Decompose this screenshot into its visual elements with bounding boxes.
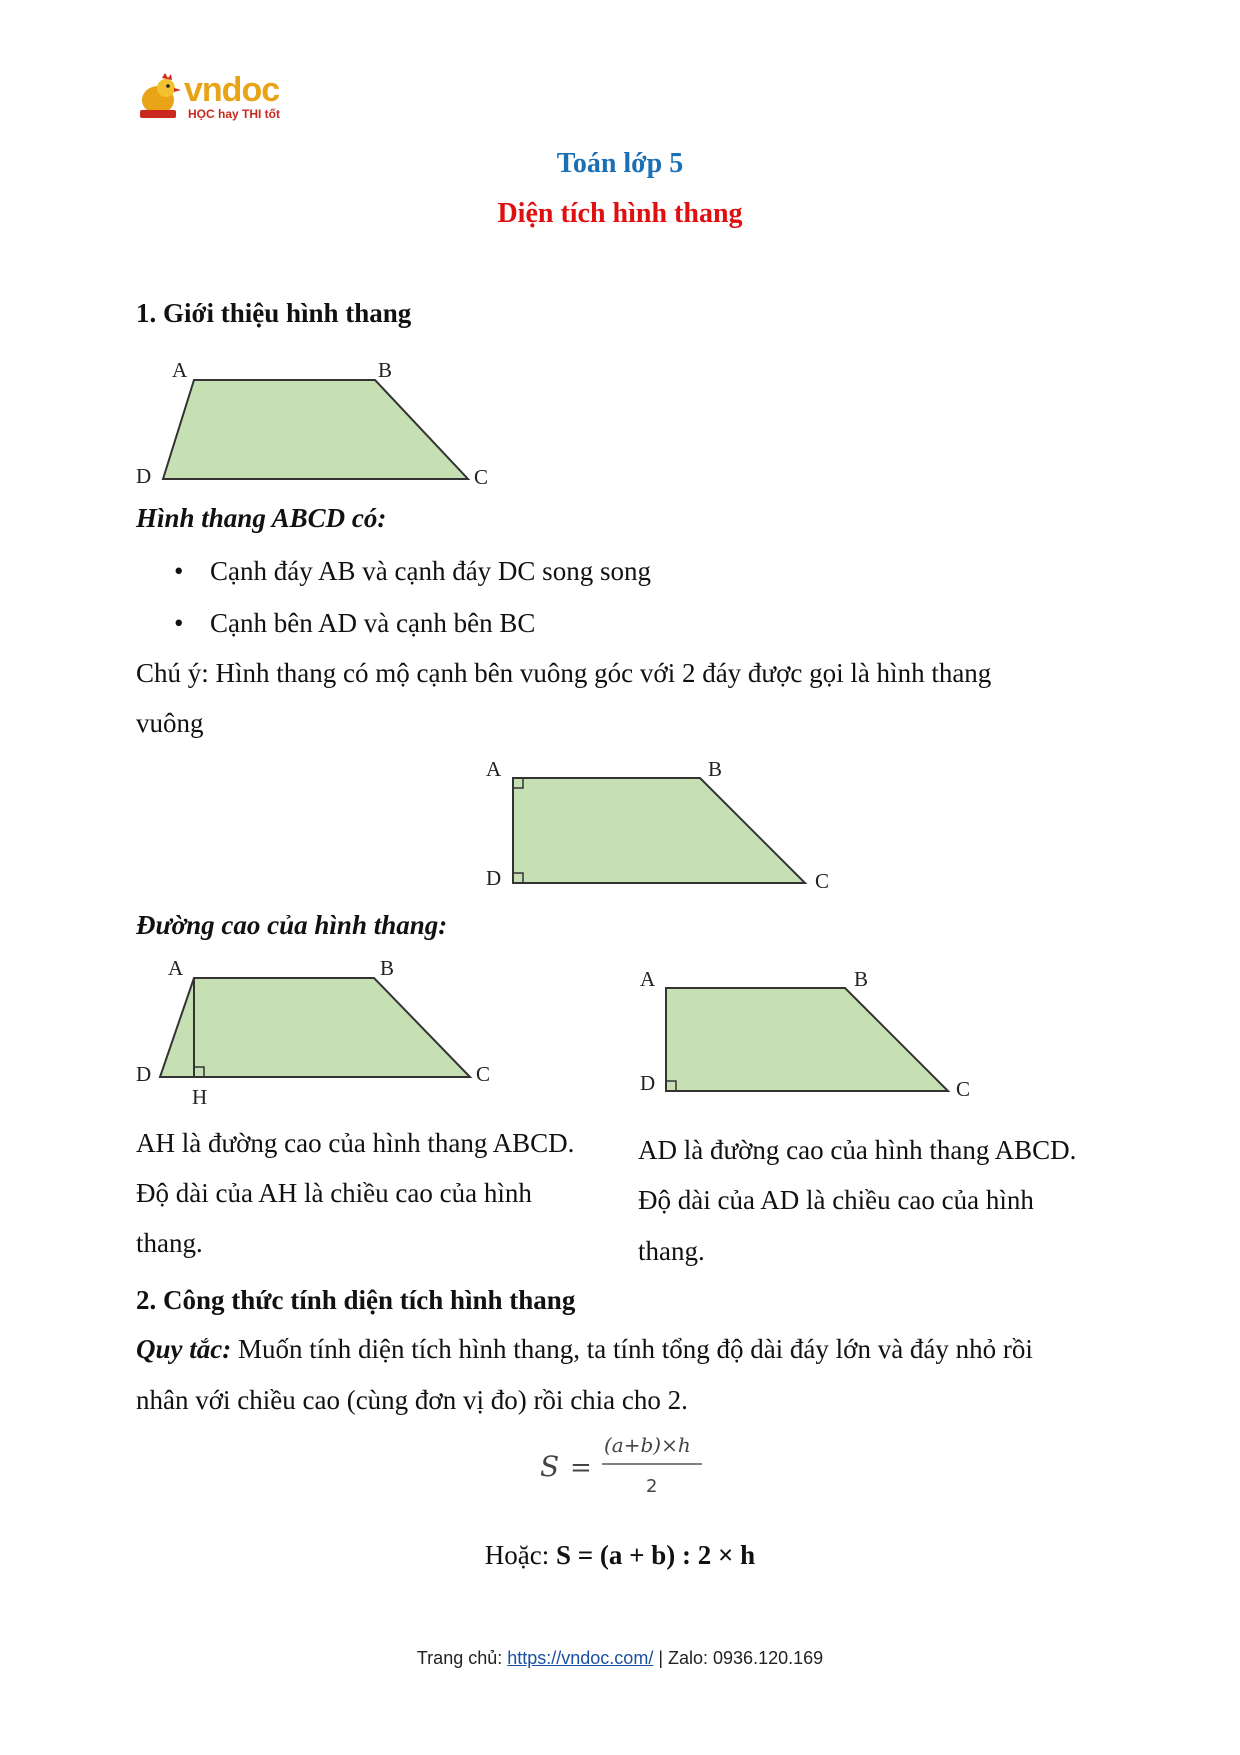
alt-prefix: Hoặc: <box>484 1540 557 1570</box>
alt-formula-line <box>0 1540 1240 1571</box>
vertex-d: D <box>640 1071 656 1095</box>
rooster-mascot-icon <box>136 72 184 122</box>
right-trapezoid-figure <box>480 755 850 895</box>
section1-heading: 1. Giới thiệu hình thang <box>136 298 412 328</box>
vertex-a: A <box>486 757 502 781</box>
brand-slogan: HỌC hay THI tốt <box>188 107 280 121</box>
note-line-2: vuông <box>136 708 204 738</box>
right-trapezoid-shape <box>513 778 805 883</box>
right-text-line-2: Độ dài của AD là chiều cao của hình <box>638 1185 1034 1215</box>
alt-formula: S = (a + b) : 2 × h <box>556 1540 756 1570</box>
page-title: Diện tích hình thang <box>497 198 743 229</box>
height-caption: Đường cao của hình thang: <box>136 910 448 940</box>
vertex-a: A <box>168 956 184 980</box>
page-footer <box>0 1648 1240 1669</box>
area-formula <box>540 1430 720 1500</box>
section2-heading: 2. Công thức tính diện tích hình thang <box>136 1285 576 1315</box>
trapezoid-shape <box>160 978 470 1077</box>
vertex-b: B <box>708 757 723 781</box>
vertex-d: D <box>136 464 152 488</box>
vertex-c: C <box>476 1062 491 1086</box>
formula-denominator: 2 <box>646 1476 658 1497</box>
vertex-d: D <box>486 866 502 890</box>
page-subject: Toán lớp 5 <box>556 148 684 179</box>
note-line-1: Chú ý: Hình thang có mộ cạnh bên vuông góc với 2 đáy được gọi là hình thang <box>136 658 992 688</box>
rule-line-1 <box>136 1334 1033 1365</box>
formula-equals: = <box>570 1453 592 1483</box>
homepage-link[interactable]: https://vndoc.com/ <box>507 1648 654 1668</box>
vertex-b: B <box>380 956 395 980</box>
vndoc-logo[interactable] <box>136 70 306 130</box>
rule-line-2: nhân với chiều cao (cùng đơn vị đo) rồi chia cho 2. <box>136 1385 688 1415</box>
formula-lhs: S <box>540 1450 560 1483</box>
left-text-line-3: thang. <box>136 1228 203 1258</box>
footer-prefix: Trang chủ: <box>416 1648 508 1668</box>
vertex-b: B <box>378 358 393 382</box>
rule-label: Quy tắc: <box>136 1334 232 1364</box>
formula-numerator: (a+b)×h <box>604 1433 691 1457</box>
point-h: H <box>192 1085 208 1105</box>
vertex-c: C <box>815 869 830 893</box>
right-text-line-1: AD là đường cao của hình thang ABCD. <box>638 1135 1077 1165</box>
left-text-line-2: Độ dài của AH là chiều cao của hình <box>136 1178 532 1208</box>
footer-suffix: | Zalo: 0936.120.169 <box>653 1648 824 1668</box>
vertex-c: C <box>474 465 489 489</box>
right-trapezoid-height-figure <box>632 965 992 1105</box>
bullet-item-1: • Cạnh đáy AB và cạnh đáy DC song song <box>210 556 651 587</box>
brand-name: vndoc <box>184 71 280 109</box>
left-text-line-1: AH là đường cao của hình thang ABCD. <box>136 1128 575 1158</box>
vertex-c: C <box>956 1077 971 1101</box>
vertex-d: D <box>136 1062 152 1086</box>
right-trapezoid-shape <box>666 988 948 1091</box>
vertex-a: A <box>640 967 656 991</box>
vertex-b: B <box>854 967 869 991</box>
trapezoid-shape <box>163 380 468 479</box>
right-text-line-3: thang. <box>638 1236 705 1266</box>
trapezoid-height-figure <box>130 955 510 1105</box>
bullet-item-2: • Cạnh bên AD và cạnh bên BC <box>210 608 535 639</box>
vertex-a: A <box>172 358 188 382</box>
trapezoid-figure <box>130 355 510 495</box>
rule-text: Muốn tính diện tích hình thang, ta tính tổng độ dài đáy lớn và đáy nhỏ rồi <box>231 1334 1033 1364</box>
trapezoid-caption: Hình thang ABCD có: <box>136 503 387 533</box>
